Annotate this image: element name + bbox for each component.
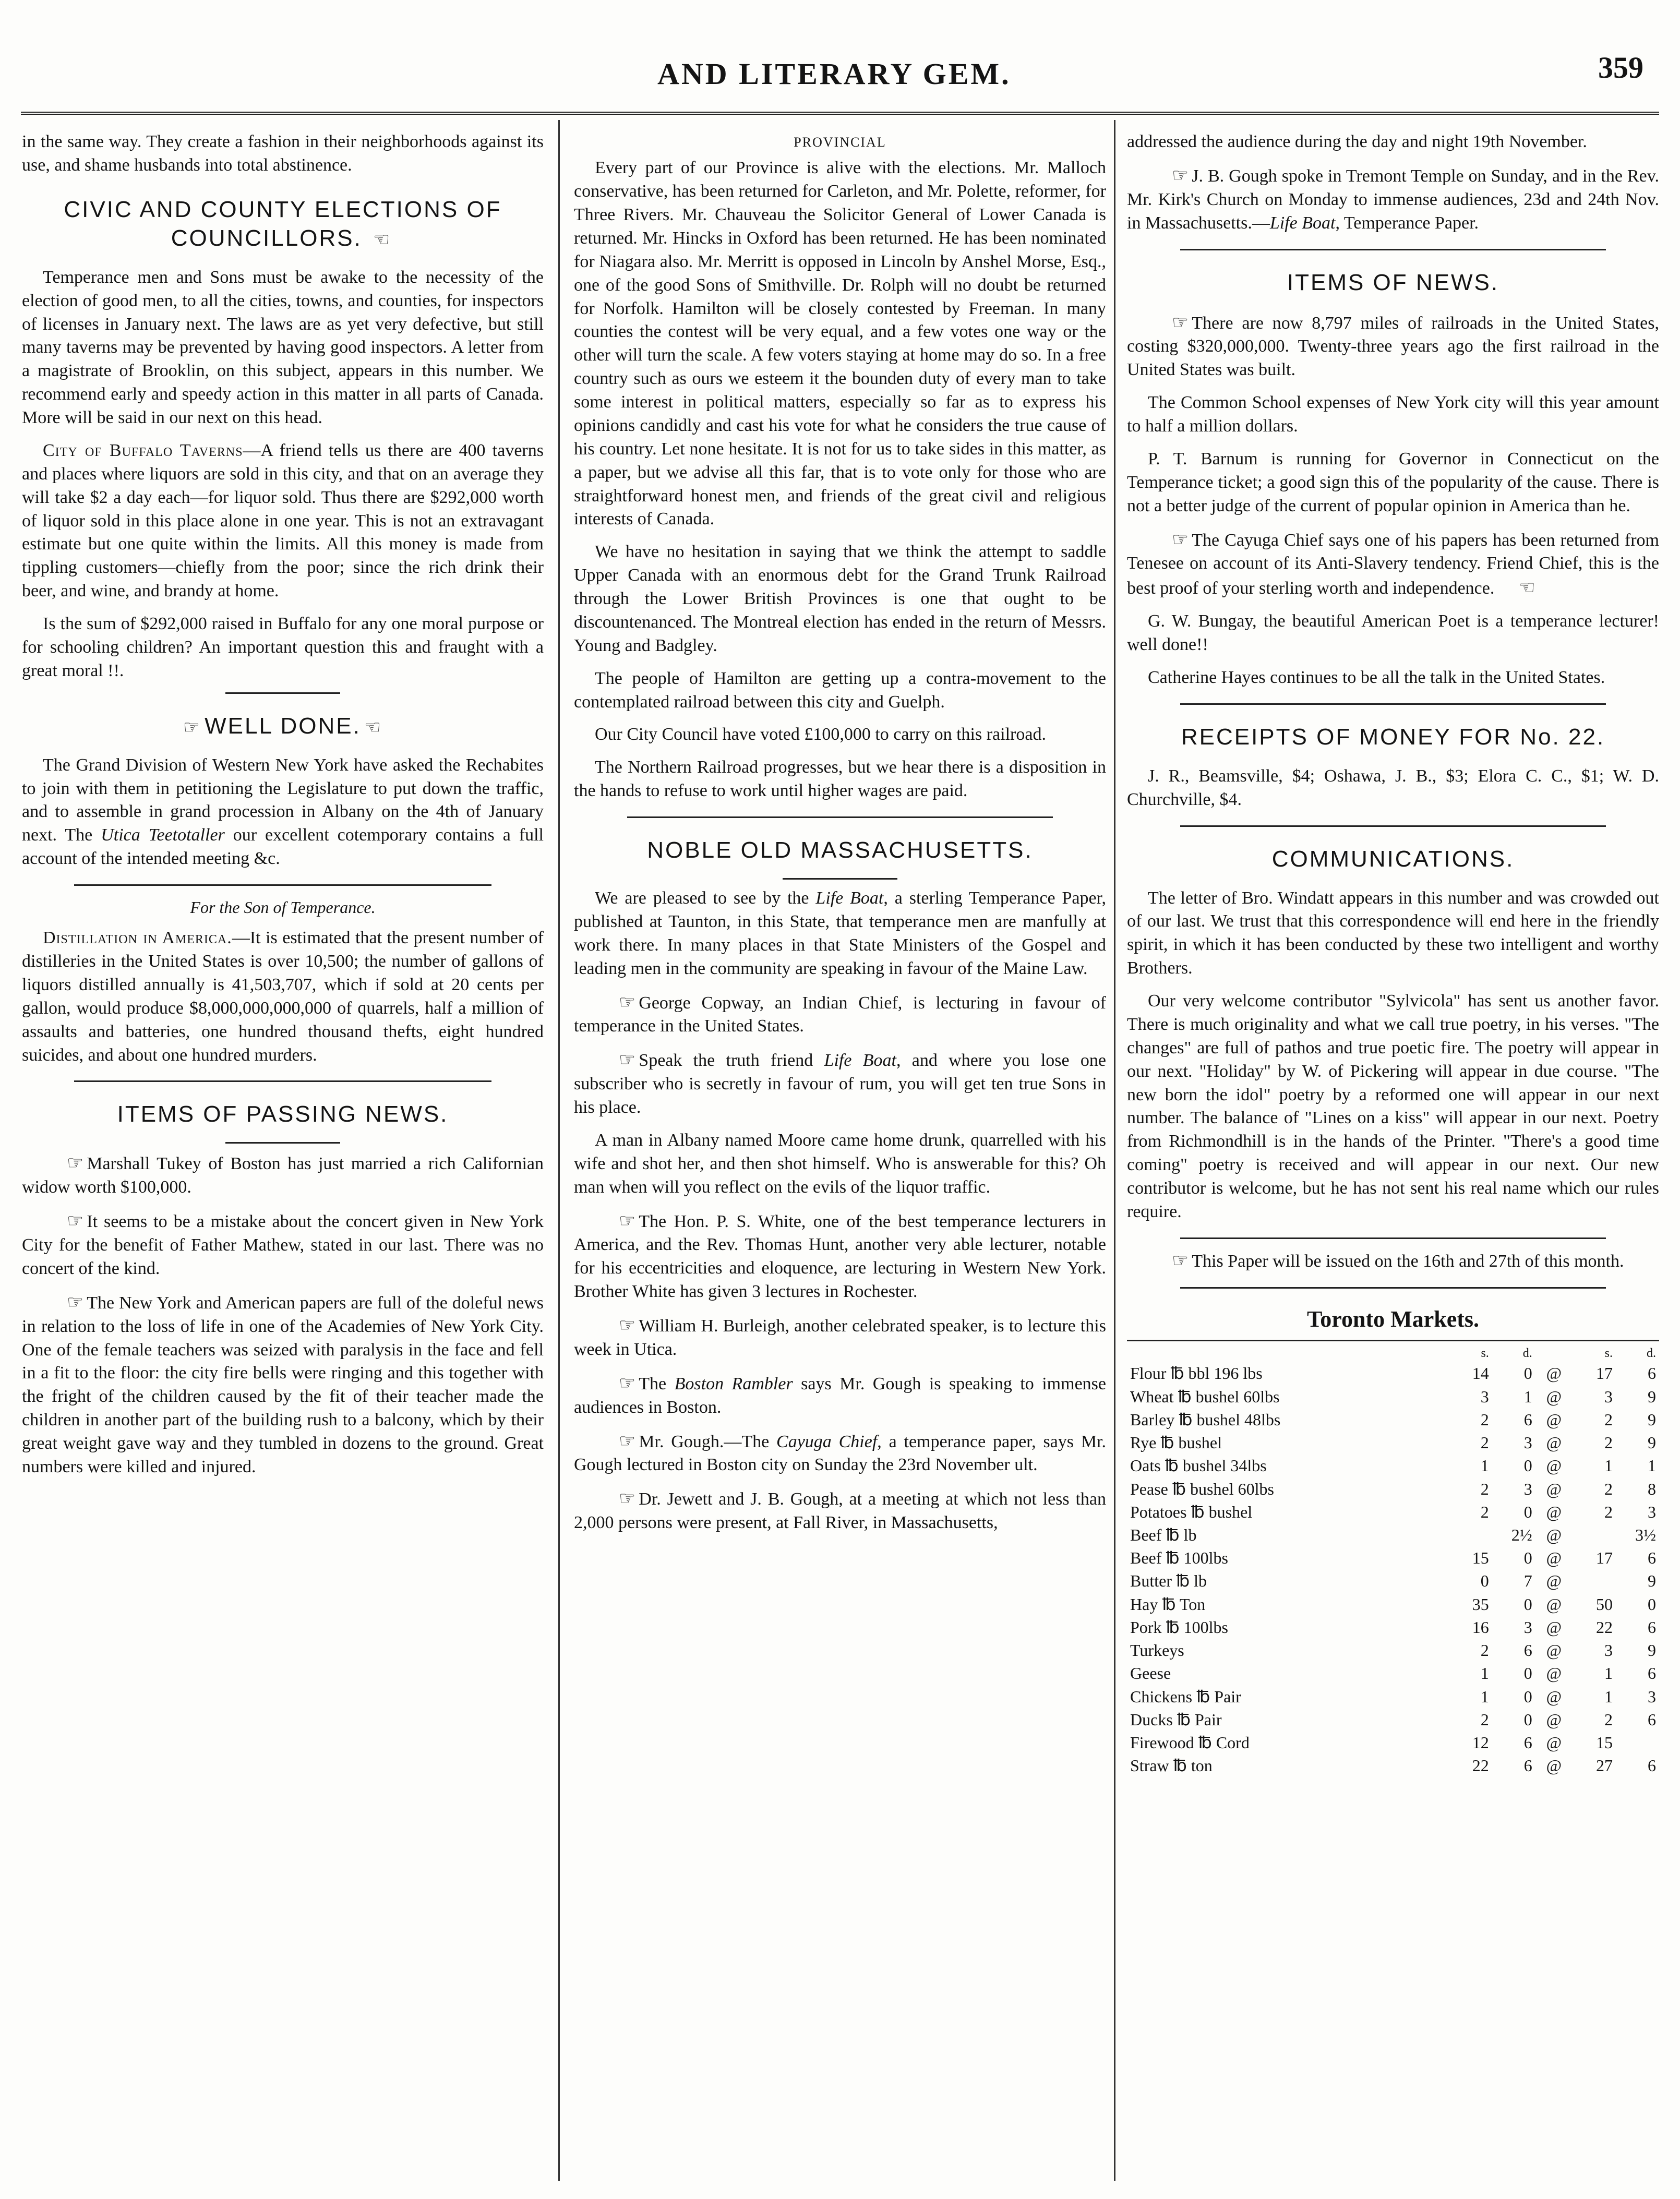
mass-6-text: William H. Burleigh, another celebrated speaker, is to lecture this week in Utica. xyxy=(574,1316,1106,1359)
paragraph-provincial-4: Our City Council have voted £100,000 to carry on this railroad. xyxy=(595,725,1046,744)
markets-cell-s1: 12 xyxy=(1472,1733,1489,1752)
pointing-hand-icon: ☜ xyxy=(1518,577,1535,598)
markets-cell-sep: @ xyxy=(1546,1710,1562,1729)
markets-rule xyxy=(1127,1340,1659,1341)
markets-header-col: d. xyxy=(1522,1346,1532,1360)
mass-1-b: , a sterling Temperance Paper, published at Taunton, in this State, that temperance men are manfully at work there. In many places in that State Ministers of the Gospel and leading men in the community are speaking in favour of the Maine Law. xyxy=(574,888,1106,978)
paragraph-civic: Temperance men and Sons must be awake to the necessity of the election of good men, to all the cities, towns, and counties, for inspectors of licenses in January next. The laws are as yet very defective, but still many taverns may be prevented by having good inspectors. A letter from a magistrate of Brooklin, on this subject, appears in this number. We recommend early and speedy action in this matter in all parts of Canada. More will be said in our next on this head. xyxy=(22,267,544,427)
column-divider-2 xyxy=(1114,120,1115,2181)
markets-cell-d2: 1 xyxy=(1648,1456,1656,1475)
markets-cell-item: Geese xyxy=(1130,1664,1171,1683)
pointing-hand-icon: ☞ xyxy=(1172,1249,1189,1271)
pointing-hand-icon: ☞ xyxy=(67,1291,84,1313)
mass-7-b: says Mr. Gough is speaking to immense audiences in Boston. xyxy=(574,1374,1106,1417)
paragraph-provincial-3: The people of Hamilton are getting up a contra-movement to the contemplated railroad between this city and Guelph. xyxy=(574,668,1106,712)
markets-cell-s2: 3 xyxy=(1604,1641,1613,1660)
markets-cell-item: Firewood ℔ Cord xyxy=(1130,1733,1250,1752)
mass-8-paper: Cayuga Chief xyxy=(776,1432,878,1451)
markets-body xyxy=(1127,1362,1659,1777)
markets-cell-d1: 6 xyxy=(1523,1733,1532,1752)
table-row xyxy=(1127,1477,1659,1500)
issue-notice-text: This Paper will be issued on the 16th and 27th of this month. xyxy=(1192,1251,1624,1271)
markets-cell-s1: 16 xyxy=(1472,1617,1489,1637)
markets-cell-item: Turkeys xyxy=(1130,1641,1184,1660)
markets-cell-d2: 9 xyxy=(1648,1387,1656,1406)
table-row xyxy=(1127,1408,1659,1431)
markets-cell-sep: @ xyxy=(1546,1525,1562,1545)
table-row xyxy=(1127,1523,1659,1546)
mass-7-paper: Boston Rambler xyxy=(674,1374,793,1393)
markets-cell-item: Straw ℔ ton xyxy=(1130,1756,1213,1775)
section-rule xyxy=(225,692,340,694)
table-row xyxy=(1127,1616,1659,1639)
markets-cell-sep: @ xyxy=(1546,1479,1562,1498)
passing-3-text: The New York and American papers are full of the doleful news in relation to the loss of life in one of the Academies of New York City. One of the female teachers was seized with paralysis in the face and fell in a fit to the floor: the city fire bells were ringing and this together with the fright of the children caused by the fit of their teacher made the children in another part of the building rush to a balcony, which by their great weight gave way and they tumbled in dozens to the ground. Great numbers were killed and injured. xyxy=(22,1293,544,1476)
markets-cell-d1: 2½ xyxy=(1511,1525,1532,1545)
markets-cell-d1: 1 xyxy=(1523,1387,1532,1406)
markets-cell-item: Beef ℔ 100lbs xyxy=(1130,1548,1228,1568)
table-row xyxy=(1127,1500,1659,1523)
markets-cell-sep: @ xyxy=(1546,1687,1562,1706)
markets-cell-s1: 2 xyxy=(1480,1479,1489,1498)
markets-cell-s2: 1 xyxy=(1604,1456,1613,1475)
paragraph-passing-2 xyxy=(22,1209,544,1281)
markets-cell-sep: @ xyxy=(1546,1364,1562,1383)
markets-cell-s1: 35 xyxy=(1472,1594,1489,1614)
markets-cell-s1: 15 xyxy=(1472,1548,1489,1568)
markets-cell-d1: 6 xyxy=(1523,1410,1532,1429)
heading-well-done xyxy=(22,712,544,740)
paragraph-distillation xyxy=(22,927,544,1067)
markets-cell-s2: 2 xyxy=(1604,1433,1613,1452)
markets-cell-s1 xyxy=(1449,1523,1492,1546)
markets-cell-s1: 1 xyxy=(1480,1687,1489,1706)
markets-cell-d1: 0 xyxy=(1523,1364,1532,1383)
markets-cell-d1: 6 xyxy=(1523,1756,1532,1775)
table-row xyxy=(1127,1708,1659,1731)
section-rule xyxy=(74,884,491,886)
pointing-hand-icon: ☞ xyxy=(1172,311,1189,333)
pointing-hand-icon: ☞ xyxy=(1172,528,1189,550)
markets-cell-sep: @ xyxy=(1546,1571,1562,1591)
mass-1-paper: Life Boat xyxy=(815,888,884,908)
markets-cell-s2: 22 xyxy=(1595,1617,1613,1637)
markets-cell-s2: 3 xyxy=(1604,1387,1613,1406)
paragraph-buffalo-2: Is the sum of $292,000 raised in Buffalo for any one moral purpose or for schooling children? An important question this and fraught with a great moral !!. xyxy=(22,614,544,680)
paragraph-news-6: Catherine Hayes continues to be all the talk in the United States. xyxy=(1148,667,1605,687)
mass-3-a: Speak the truth friend xyxy=(639,1051,824,1071)
paragraph-mass-8 xyxy=(574,1429,1106,1477)
mass-3-paper: Life Boat xyxy=(824,1051,896,1071)
markets-cell-sep: @ xyxy=(1546,1410,1562,1429)
heading-provincial: PROVINCIAL xyxy=(794,135,886,150)
table-row xyxy=(1127,1569,1659,1592)
markets-cell-d1: 3 xyxy=(1523,1479,1532,1498)
table-row xyxy=(1127,1685,1659,1708)
heading-well-done-text: WELL DONE. xyxy=(205,713,361,739)
pointing-hand-icon: ☞ xyxy=(619,1049,636,1071)
column-3 xyxy=(1127,130,1659,2181)
markets-cell-d2: 3 xyxy=(1648,1502,1656,1521)
markets-cell-s2: 17 xyxy=(1595,1548,1613,1568)
gough-paper: Life Boat xyxy=(1269,213,1336,233)
pointing-hand-icon: ☞ xyxy=(67,1152,84,1174)
markets-header-col xyxy=(1535,1345,1573,1362)
paragraph-mass-1 xyxy=(574,887,1106,981)
markets-cell-d2: 6 xyxy=(1648,1617,1656,1637)
pointing-hand-icon: ☜ xyxy=(364,716,383,738)
markets-cell-s1: 2 xyxy=(1480,1641,1489,1660)
gough-b: , Temperance Paper. xyxy=(1335,213,1479,233)
pointing-hand-icon: ☞ xyxy=(619,1315,636,1336)
markets-cell-d2: 3 xyxy=(1648,1687,1656,1706)
markets-cell-s1: 22 xyxy=(1472,1756,1489,1775)
paragraph-news-4 xyxy=(1127,527,1659,601)
pointing-hand-icon: ☞ xyxy=(619,1372,636,1393)
section-rule xyxy=(627,816,1053,818)
paragraph-passing-1 xyxy=(22,1151,544,1199)
markets-cell-sep: @ xyxy=(1546,1548,1562,1568)
table-row xyxy=(1127,1431,1659,1454)
section-rule xyxy=(1180,825,1606,827)
table-row xyxy=(1127,1754,1659,1777)
pointing-hand-icon: ☞ xyxy=(619,1210,636,1231)
mass-5-text: The Hon. P. S. White, one of the best temperance lecturers in America, and the Rev. Thomas Hunt, another very able lecturer, notable for his eccentricities and eloquence, are lecturing in Western New York. Brother White has given 3 lectures in Rochester. xyxy=(574,1211,1106,1302)
for-son-of-temperance: For the Son of Temperance. xyxy=(190,898,376,917)
markets-cell-d1: 0 xyxy=(1523,1548,1532,1568)
markets-cell-item: Rye ℔ bushel xyxy=(1130,1433,1222,1452)
mass-3-b: , and where you lose one subscriber who is secretly in favour of rum, you will get ten true Sons in his place. xyxy=(574,1051,1106,1117)
markets-cell-sep: @ xyxy=(1546,1502,1562,1521)
buffalo-text: —A friend tells us there are 400 taverns and places where liquors are sold in this city, and that on an average they will take $2 a day each—for liquor sold. Thus there are $292,000 worth of liquor sold in this place alone in one year. This is not an extravagant estimate but one quite within the limits. All this money is made from tippling customers—chiefly from the poor; since the rich drink their beer, and wine, and brandy at home. xyxy=(22,440,544,601)
section-rule xyxy=(74,1080,491,1082)
markets-cell-item: Oats ℔ bushel 34lbs xyxy=(1130,1456,1267,1475)
page-header xyxy=(21,10,1659,115)
mass-9-text: Dr. Jewett and J. B. Gough, at a meeting at which not less than 2,000 persons were present, at Fall River, in Massachusetts, xyxy=(574,1489,1106,1533)
section-rule xyxy=(1180,1287,1606,1289)
heading-civic-text: CIVIC AND COUNTY ELECTIONS OF COUNCILLORS. xyxy=(64,196,502,251)
markets-cell-d2: 6 xyxy=(1648,1664,1656,1683)
table-row xyxy=(1127,1385,1659,1408)
markets-cell-d2: 9 xyxy=(1648,1641,1656,1660)
markets-cell-sep: @ xyxy=(1546,1641,1562,1660)
markets-cell-s2: 1 xyxy=(1604,1664,1613,1683)
pointing-hand-icon: ☞ xyxy=(1172,164,1189,186)
markets-cell-item: Beef ℔ lb xyxy=(1130,1525,1197,1545)
table-row xyxy=(1127,1593,1659,1616)
paragraph-intro: in the same way. They create a fashion in their neighborhoods against its use, and shame husbands into total abstinence. xyxy=(22,132,544,175)
markets-cell-d2: 6 xyxy=(1648,1756,1656,1775)
paragraph-news-1 xyxy=(1127,310,1659,382)
paragraph-issue-notice xyxy=(1127,1248,1659,1273)
section-rule xyxy=(1180,703,1606,705)
paragraph-comm-2: Our very welcome contributor "Sylvicola" has sent us another favor. There is much originality and what we call true poetry, in his verses. "The changes" are full of pathos and true poetic fire. The poetry will appear in our next. "Holiday" by W. of Pickering will appear in due course. "The new born the idol" poetry by a reformed one will appear in our next number. The balance of "Lines on a kiss" will appear in our next. Poetry from Richmondhill is in the hands of the Printer. "There's a good time coming" poetry is received and will appear in our next. Our new contributor is welcome, but he has not sent his real name which our rules require. xyxy=(1127,991,1659,1221)
markets-cell-d2: 8 xyxy=(1648,1479,1656,1498)
pointing-hand-icon: ☞ xyxy=(183,716,202,738)
mass-8-a: Mr. Gough.—The xyxy=(639,1432,777,1451)
paragraph-gough xyxy=(1127,163,1659,235)
markets-cell-s1: 2 xyxy=(1480,1410,1489,1429)
column-1 xyxy=(22,130,544,2181)
markets-cell-s1: 2 xyxy=(1480,1710,1489,1729)
paragraph-mass-7 xyxy=(574,1371,1106,1420)
markets-table xyxy=(1127,1345,1659,1777)
markets-cell-s1: 2 xyxy=(1480,1502,1489,1521)
markets-cell-s1: 0 xyxy=(1480,1571,1489,1591)
news-4-text: The Cayuga Chief says one of his papers has been returned from Tenesee on account of its Anti-Slavery tendency. Friend Chief, this is the best proof of your sterling worth and independence. xyxy=(1127,530,1659,598)
markets-cell-item: Pease ℔ bushel 60lbs xyxy=(1130,1479,1274,1498)
markets-cell-d1: 0 xyxy=(1523,1664,1532,1683)
table-row xyxy=(1127,1639,1659,1662)
markets-cell-item: Ducks ℔ Pair xyxy=(1130,1710,1222,1729)
markets-cell-item: Wheat ℔ bushel 60lbs xyxy=(1130,1387,1280,1406)
markets-cell-d1: 7 xyxy=(1523,1571,1532,1591)
buffalo-lead: City of Buffalo Taverns xyxy=(43,440,243,460)
distillation-lead: Distillation in America. xyxy=(43,928,232,948)
mass-7-a: The xyxy=(639,1374,675,1393)
table-row xyxy=(1127,1546,1659,1569)
markets-cell-d2: 9 xyxy=(1648,1571,1656,1591)
paragraph-provincial-1: Every part of our Province is alive with the elections. Mr. Malloch conservative, has been returned for Carleton, and Mr. Polette, reformer, for Three Rivers. Mr. Chauveau the Solicitor General of Lower Canada is returned. Mr. Hincks in Oxford has been returned. He has been nominated for Niagara also. Mr. Merritt is opposed in Lincoln by Anshel Morse, Esq., one of the good Sons of Smithville. Dr. Rolph will no doubt be returned for Norfolk. Hamilton will be closely contested by Freeman. In many counties the contest will be very equal, and a few votes one way or the other will turn the scale. A few voters staying at home may do so. In a free country such as ours we esteem it the bounden duty of every man to take some interest in political matters, especially so far as to express his opinions candidly and cast his vote for what he considers the true cause of his country. Let none hesitate. It is not for us to take sides in this matter, as a paper, but we advise all this far, that is to vote only for those who are straightforward honest men, and friends of the great civil and religious interests of Canada. xyxy=(574,158,1106,529)
markets-cell-s2: 15 xyxy=(1595,1733,1613,1752)
well-done-text-b: our excellent cotemporary contains a full account of the intended meeting &c. xyxy=(22,825,544,869)
markets-cell-item: Hay ℔ Ton xyxy=(1130,1594,1206,1614)
markets-cell-s1: 2 xyxy=(1480,1433,1489,1452)
markets-cell-d1: 6 xyxy=(1523,1641,1532,1660)
pointing-hand-icon: ☞ xyxy=(619,1430,636,1451)
markets-cell-d2 xyxy=(1616,1731,1659,1754)
markets-cell-item: Flour ℔ bbl 196 lbs xyxy=(1130,1364,1263,1383)
markets-cell-d2: 9 xyxy=(1648,1433,1656,1452)
running-title: AND LITERARY GEM. xyxy=(657,57,1011,91)
markets-cell-d2: 3½ xyxy=(1635,1525,1656,1545)
markets-cell-s2: 2 xyxy=(1604,1410,1613,1429)
paragraph-mass-2 xyxy=(574,990,1106,1039)
paragraph-mass-4: A man in Albany named Moore came home drunk, quarrelled with his wife and shot her, and then shot himself. Who is answerable for this? Oh man when will you reflect on the evils of the liquor traffic. xyxy=(574,1130,1106,1197)
markets-cell-d1: 0 xyxy=(1523,1687,1532,1706)
section-rule xyxy=(225,1142,340,1144)
paragraph-comm-1: The letter of Bro. Windatt appears in this number and was crowded out of our last. We trust that this correspondence will end here in the friendly spirit, in which it has been conducted by these two intelligent and worthy Brothers. xyxy=(1127,888,1659,978)
markets-cell-d1: 3 xyxy=(1523,1433,1532,1452)
table-row xyxy=(1127,1731,1659,1754)
markets-cell-s2: 2 xyxy=(1604,1710,1613,1729)
markets-cell-s2: 1 xyxy=(1604,1687,1613,1706)
heading-items-of-news: ITEMS OF NEWS. xyxy=(1287,269,1499,295)
passing-1-text: Marshall Tukey of Boston has just married a rich Californian widow worth $100,000. xyxy=(22,1154,544,1197)
markets-cell-s2: 17 xyxy=(1595,1364,1613,1383)
gough-a: J. B. Gough spoke in Tremont Temple on Sunday, and in the Rev. Mr. Kirk's Church on Monday to immense audiences, 23d and 24th Nov. in Massachusetts.— xyxy=(1127,166,1659,233)
heading-massachusetts: NOBLE OLD MASSACHUSETTS. xyxy=(647,837,1033,863)
mass-2-text: George Copway, an Indian Chief, is lecturing in favour of temperance in the United States. xyxy=(574,993,1106,1036)
markets-cell-d1: 0 xyxy=(1523,1456,1532,1475)
paragraph-mass-6 xyxy=(574,1313,1106,1362)
header-rule xyxy=(21,112,1659,115)
markets-cell-d2: 6 xyxy=(1648,1710,1656,1729)
pointing-hand-icon: ☜ xyxy=(373,228,392,250)
markets-cell-sep: @ xyxy=(1546,1387,1562,1406)
heading-civic-elections xyxy=(22,195,544,253)
table-row xyxy=(1127,1662,1659,1685)
markets-header-row xyxy=(1127,1345,1659,1362)
paragraph-provincial-5: The Northern Railroad progresses, but we hear there is a disposition in the hands to refuse to work until higher wages are paid. xyxy=(574,758,1106,801)
markets-cell-sep: @ xyxy=(1546,1664,1562,1683)
markets-cell-s2: 50 xyxy=(1595,1594,1613,1614)
markets-title: Toronto Markets. xyxy=(1307,1306,1479,1332)
markets-cell-s2: 2 xyxy=(1604,1502,1613,1521)
table-row xyxy=(1127,1454,1659,1477)
section-rule xyxy=(783,878,897,880)
markets-header-col: s. xyxy=(1604,1346,1613,1360)
paragraph-provincial-2: We have no hesitation in saying that we think the attempt to saddle Upper Canada with an enormous debt for the Grand Trunk Railroad through the Lower British Provinces is one that ought to be discountenanced. The Montreal election has ended in the return of Messrs. Young and Badgley. xyxy=(574,542,1106,655)
markets-header-col: d. xyxy=(1647,1346,1656,1360)
markets-cell-item: Butter ℔ lb xyxy=(1130,1571,1207,1591)
heading-passing-news: ITEMS OF PASSING NEWS. xyxy=(117,1101,449,1127)
paragraph-receipts: J. R., Beamsville, $4; Oshawa, J. B., $3; Elora C. C., $1; W. D. Churchville, $4. xyxy=(1127,766,1659,809)
markets-cell-s2 xyxy=(1573,1523,1616,1546)
paragraph-news-2: The Common School expenses of New York city will this year amount to half a million dollars. xyxy=(1127,393,1659,436)
column-divider-1 xyxy=(558,120,560,2181)
page-number: 359 xyxy=(1598,51,1643,85)
paragraph-continued: addressed the audience during the day and night 19th November. xyxy=(1127,132,1587,151)
markets-cell-s2: 2 xyxy=(1604,1479,1613,1498)
markets-cell-s1: 14 xyxy=(1472,1364,1489,1383)
markets-cell-d1: 3 xyxy=(1523,1617,1532,1637)
markets-cell-d2: 0 xyxy=(1648,1594,1656,1614)
markets-cell-s2: 27 xyxy=(1595,1756,1613,1775)
heading-receipts: RECEIPTS OF MONEY FOR No. 22. xyxy=(1181,724,1605,750)
paragraph-news-5: G. W. Bungay, the beautiful American Poet is a temperance lecturer! well done!! xyxy=(1127,611,1659,654)
paragraph-well-done xyxy=(22,754,544,871)
markets-cell-item: Barley ℔ bushel 48lbs xyxy=(1130,1410,1281,1429)
markets-cell-sep: @ xyxy=(1546,1733,1562,1752)
markets-cell-d1: 0 xyxy=(1523,1710,1532,1729)
section-rule xyxy=(1180,249,1606,250)
markets-cell-sep: @ xyxy=(1546,1756,1562,1775)
markets-cell-s1: 3 xyxy=(1480,1387,1489,1406)
well-done-paper-name: Utica Teetotaller xyxy=(101,825,225,845)
markets-header-item xyxy=(1127,1345,1449,1362)
markets-cell-d1: 0 xyxy=(1523,1594,1532,1614)
markets-cell-sep: @ xyxy=(1546,1594,1562,1614)
markets-cell-s2 xyxy=(1573,1569,1616,1592)
heading-communications: COMMUNICATIONS. xyxy=(1271,846,1515,872)
paragraph-mass-9 xyxy=(574,1486,1106,1535)
markets-cell-d2: 6 xyxy=(1648,1548,1656,1568)
markets-cell-sep: @ xyxy=(1546,1433,1562,1452)
section-rule xyxy=(1180,1237,1606,1239)
pointing-hand-icon: ☞ xyxy=(619,1488,636,1509)
markets-cell-d1: 0 xyxy=(1523,1502,1532,1521)
well-done-text-a: The Grand Division of Western New York have asked the Rechabites to join with them in petitioning the Legislature to put down the traffic, and to assemble in grand procession in Albany on the 4th of January next. The xyxy=(22,755,544,845)
table-row xyxy=(1127,1362,1659,1385)
paragraph-mass-5 xyxy=(574,1209,1106,1304)
pointing-hand-icon: ☞ xyxy=(619,991,636,1013)
paragraph-passing-3 xyxy=(22,1290,544,1479)
mass-1-a: We are pleased to see by the xyxy=(595,888,816,908)
markets-cell-s1: 1 xyxy=(1480,1456,1489,1475)
distillation-text: —It is estimated that the present number of distilleries in the United States is over 10,500; the number of gallons of liquors distilled annually is 41,503,707, which if sold at 20 cents per gallon, would produce $8,000,000,000,000 of quarrels, half a million of assaults and batteries, one hundred thousand thefts, eight hundred suicides, and about one hundred murders. xyxy=(22,928,544,1065)
markets-cell-item: Pork ℔ 100lbs xyxy=(1130,1617,1228,1637)
markets-cell-s1: 1 xyxy=(1480,1664,1489,1683)
news-1-text: There are now 8,797 miles of railroads in the United States, costing $320,000,000. Twenty-three years ago the first railroad in the United States was built. xyxy=(1127,313,1659,380)
markets-cell-sep: @ xyxy=(1546,1456,1562,1475)
markets-cell-sep: @ xyxy=(1546,1617,1562,1637)
markets-cell-d2: 6 xyxy=(1648,1364,1656,1383)
markets-cell-item: Potatoes ℔ bushel xyxy=(1130,1502,1253,1521)
markets-cell-item: Chickens ℔ Pair xyxy=(1130,1687,1241,1706)
paragraph-mass-3 xyxy=(574,1048,1106,1120)
mass-8-b: , a temperance paper, says Mr. Gough lectured in Boston city on Sunday the 23rd November ult. xyxy=(574,1432,1106,1475)
pointing-hand-icon: ☞ xyxy=(67,1210,84,1232)
paragraph-news-3: P. T. Barnum is running for Governor in Connecticut on the Temperance ticket; a good sign this of the popularity of the cause. There is not a better judge of the current of popular opinion in America than he. xyxy=(1127,449,1659,515)
passing-2-text: It seems to be a mistake about the concert given in New York City for the benefit of Father Mathew, stated in our last. There was no concert of the kind. xyxy=(22,1212,544,1278)
markets-header-col: s. xyxy=(1481,1346,1489,1360)
markets-cell-d2: 9 xyxy=(1648,1410,1656,1429)
column-2 xyxy=(574,130,1106,2181)
paragraph-buffalo xyxy=(22,439,544,603)
